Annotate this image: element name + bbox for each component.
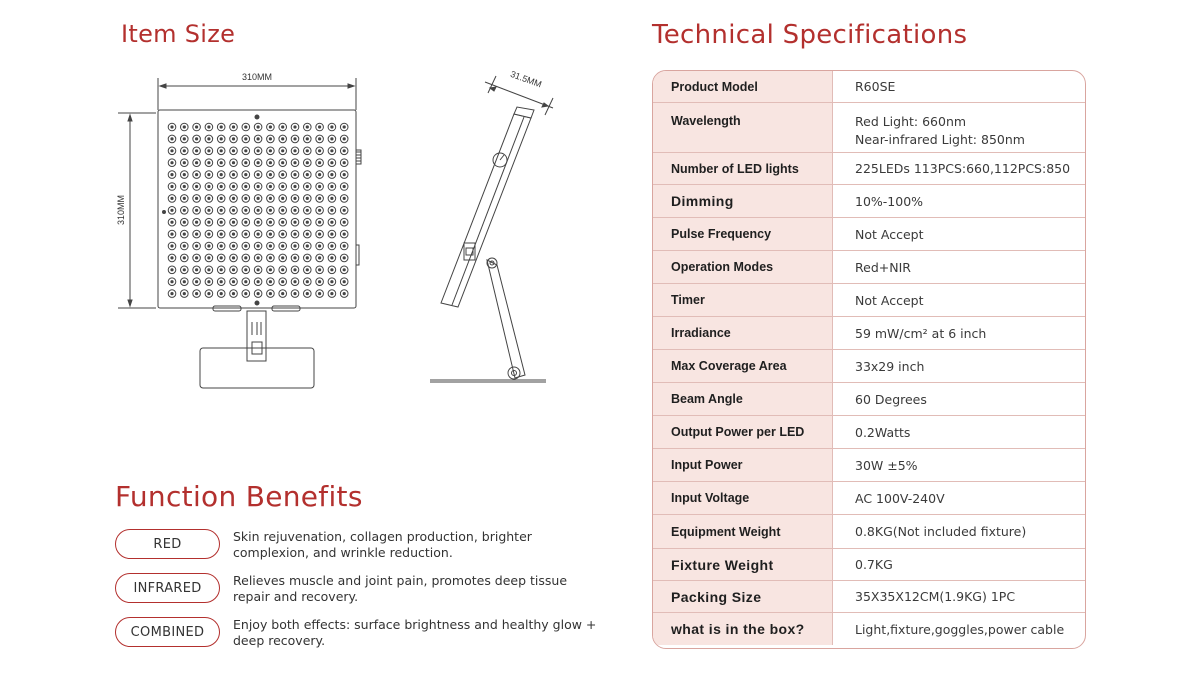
spec-row [653,71,1085,103]
benefit-description: Enjoy both effects: surface brightness and healthy glow + deep recovery. [233,617,597,648]
spec-value-line: Light,fixture,goggles,power cable [855,621,1065,637]
spec-row [653,383,1085,416]
front-view-drawing [118,78,361,388]
spec-label: Timer [653,284,833,316]
function-benefits-title: Function Benefits [115,480,363,513]
spec-value-line: 0.7KG [855,557,893,572]
spec-value-line: Not Accept [855,226,924,242]
spec-value [833,251,1085,283]
spec-row [653,284,1085,317]
spec-value-line: 35X35X12CM(1.9KG) 1PC [855,589,1016,604]
spec-row [653,581,1085,613]
spec-value-line: 225LEDs 113PCS:660,112PCS:850 [855,161,1071,176]
spec-value [833,482,1085,514]
spec-row [653,185,1085,218]
side-view-drawing [430,76,553,382]
benefit-tag: INFRARED [115,573,220,603]
spec-row [653,218,1085,251]
spec-value [833,613,1085,645]
spec-value-line: AC 100V-240V [855,490,945,506]
spec-label: Max Coverage Area [653,350,833,382]
technical-specifications-title: Technical Specifications [652,20,968,50]
spec-value [833,284,1085,316]
spec-label: Irradiance [653,317,833,349]
spec-value-line: 0.8KG(Not included fixture) [855,524,1027,539]
spec-value [833,449,1085,481]
spec-value [833,218,1085,250]
spec-value-line: Red Light: 660nm [855,114,967,129]
led-grid [168,123,348,297]
spec-label: Packing Size [653,581,833,612]
depth-dimension-label: 31.5MM [509,68,544,90]
spec-value-line: Near-infrared Light: 850nm [855,132,1025,147]
spec-value [833,153,1085,184]
spec-label: Product Model [653,71,833,102]
spec-label: what is in the box? [653,613,833,645]
spec-value-line: 60 Degrees [855,391,927,407]
benefit-description: Relieves muscle and joint pain, promotes deep tissue repair and recovery. [233,573,568,604]
spec-value [833,383,1085,415]
spec-value-line: R60SE [855,79,896,94]
product-dimension-drawings [100,60,570,395]
spec-value [833,103,1085,152]
spec-row [653,416,1085,449]
spec-value-line: 0.2Watts [855,424,911,440]
spec-row [653,251,1085,284]
spec-label: Fixture Weight [653,549,833,580]
spec-value-line: Not Accept [855,292,924,308]
height-dimension-label: 310MM [116,194,126,226]
technical-specifications-table [652,70,1086,649]
spec-label: Output Power per LED [653,416,833,448]
spec-value [833,317,1085,349]
spec-value [833,350,1085,382]
spec-row [653,350,1085,383]
spec-row [653,153,1085,185]
spec-row [653,613,1085,645]
spec-row [653,449,1085,482]
spec-label: Wavelength [653,103,833,152]
benefit-description: Skin rejuvenation, collagen production, brighter complexion, and wrinkle reduction. [233,529,532,560]
width-dimension-label: 310MM [241,72,273,82]
spec-value [833,185,1085,217]
spec-label: Pulse Frequency [653,218,833,250]
item-size-title: Item Size [121,20,236,48]
spec-value-line: 10%-100% [855,193,924,209]
spec-label: Input Voltage [653,482,833,514]
spec-value-line: 59 mW/cm² at 6 inch [855,325,987,341]
spec-row [653,549,1085,581]
spec-value-line: 30W ±5% [855,457,918,473]
spec-value [833,71,1085,102]
spec-value [833,549,1085,580]
spec-row [653,317,1085,350]
spec-value-line: 33x29 inch [855,358,925,374]
spec-label: Equipment Weight [653,515,833,548]
spec-label: Operation Modes [653,251,833,283]
spec-row [653,515,1085,549]
spec-value-line: Red+NIR [855,259,911,275]
spec-value [833,416,1085,448]
spec-value [833,581,1085,612]
benefit-tag: COMBINED [115,617,220,647]
spec-label: Number of LED lights [653,153,833,184]
benefit-tag: RED [115,529,220,559]
spec-label: Beam Angle [653,383,833,415]
spec-value [833,515,1085,548]
spec-label: Input Power [653,449,833,481]
spec-row [653,482,1085,515]
spec-row [653,103,1085,153]
spec-label: Dimming [653,185,833,217]
